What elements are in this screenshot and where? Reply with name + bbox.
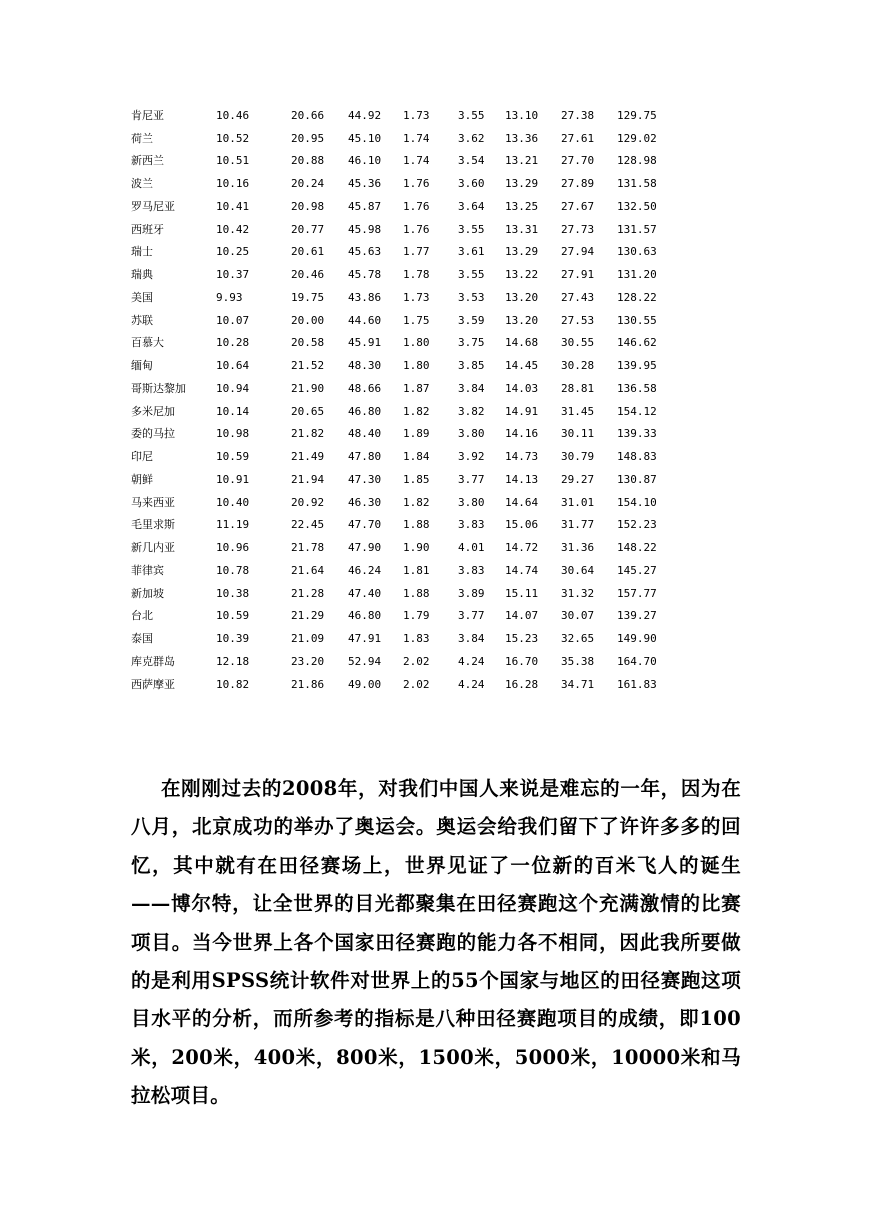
record-value: 45.36 [348, 177, 382, 191]
table-row [131, 559, 731, 582]
record-value: 152.23 [617, 518, 657, 532]
record-value: 10.37 [216, 268, 250, 282]
record-value: 48.66 [348, 381, 382, 395]
record-value: 1.88 [403, 518, 430, 532]
table-row [131, 127, 731, 150]
record-value: 10.51 [216, 154, 250, 168]
record-value: 21.29 [291, 609, 325, 623]
record-value: 1.81 [403, 563, 430, 577]
records-table [131, 104, 731, 696]
table-row [131, 627, 731, 650]
record-value: 3.84 [458, 632, 485, 646]
record-value: 145.27 [617, 563, 657, 577]
record-value: 44.92 [348, 108, 382, 122]
country-name: 多米尼加 [131, 404, 175, 418]
record-value: 10.39 [216, 632, 250, 646]
record-value: 130.55 [617, 313, 657, 327]
record-value: 10.78 [216, 563, 250, 577]
record-value: 1.80 [403, 336, 430, 350]
record-value: 15.11 [505, 586, 539, 600]
record-value: 3.92 [458, 450, 485, 464]
record-value: 10.25 [216, 245, 250, 259]
record-value: 27.94 [561, 245, 595, 259]
record-value: 1.73 [403, 290, 430, 304]
record-value: 19.75 [291, 290, 325, 304]
record-value: 10.59 [216, 450, 250, 464]
record-value: 20.77 [291, 222, 325, 236]
record-value: 3.80 [458, 427, 485, 441]
record-value: 3.55 [458, 222, 485, 236]
record-value: 1.76 [403, 199, 430, 213]
record-value: 1.78 [403, 268, 430, 282]
country-name: 肯尼亚 [131, 108, 164, 122]
table-row [131, 514, 731, 537]
record-value: 14.73 [505, 450, 539, 464]
country-name: 缅甸 [131, 359, 153, 373]
record-value: 136.58 [617, 381, 657, 395]
record-value: 1.79 [403, 609, 430, 623]
record-value: 52.94 [348, 654, 382, 668]
record-value: 131.57 [617, 222, 657, 236]
record-value: 27.67 [561, 199, 595, 213]
table-row [131, 491, 731, 514]
record-value: 21.86 [291, 677, 325, 691]
table-row [131, 605, 731, 628]
table-row [131, 650, 731, 673]
record-value: 2.02 [403, 654, 430, 668]
record-value: 14.64 [505, 495, 539, 509]
record-value: 20.46 [291, 268, 325, 282]
record-value: 31.45 [561, 404, 595, 418]
table-row [131, 445, 731, 468]
record-value: 3.77 [458, 609, 485, 623]
record-value: 46.24 [348, 563, 382, 577]
country-name: 毛里求斯 [131, 518, 175, 532]
country-name: 荷兰 [131, 131, 153, 145]
record-value: 129.75 [617, 108, 657, 122]
record-value: 30.28 [561, 359, 595, 373]
record-value: 45.91 [348, 336, 382, 350]
record-value: 21.94 [291, 472, 325, 486]
record-value: 47.90 [348, 541, 382, 555]
record-value: 15.23 [505, 632, 539, 646]
record-value: 146.62 [617, 336, 657, 350]
record-value: 14.13 [505, 472, 539, 486]
record-value: 27.43 [561, 290, 595, 304]
record-value: 1.82 [403, 404, 430, 418]
record-value: 14.07 [505, 609, 539, 623]
record-value: 34.71 [561, 677, 595, 691]
record-value: 43.86 [348, 290, 382, 304]
record-value: 10.41 [216, 199, 250, 213]
record-value: 131.20 [617, 268, 657, 282]
country-name: 库克群岛 [131, 654, 175, 668]
record-value: 28.81 [561, 381, 595, 395]
record-value: 20.65 [291, 404, 325, 418]
country-name: 苏联 [131, 313, 153, 327]
record-value: 10.94 [216, 381, 250, 395]
record-value: 14.03 [505, 381, 539, 395]
record-value: 3.84 [458, 381, 485, 395]
record-value: 20.66 [291, 108, 325, 122]
record-value: 20.92 [291, 495, 325, 509]
record-value: 3.61 [458, 245, 485, 259]
record-value: 1.80 [403, 359, 430, 373]
record-value: 27.70 [561, 154, 595, 168]
record-value: 1.88 [403, 586, 430, 600]
record-value: 148.83 [617, 450, 657, 464]
table-row [131, 241, 731, 264]
record-value: 15.06 [505, 518, 539, 532]
record-value: 20.24 [291, 177, 325, 191]
record-value: 149.90 [617, 632, 657, 646]
table-row [131, 673, 731, 696]
record-value: 14.68 [505, 336, 539, 350]
record-value: 10.42 [216, 222, 250, 236]
record-value: 139.95 [617, 359, 657, 373]
record-value: 14.45 [505, 359, 539, 373]
record-value: 130.63 [617, 245, 657, 259]
record-value: 47.80 [348, 450, 382, 464]
record-value: 128.22 [617, 290, 657, 304]
record-value: 45.10 [348, 131, 382, 145]
record-value: 2.02 [403, 677, 430, 691]
record-value: 3.60 [458, 177, 485, 191]
record-value: 13.29 [505, 245, 539, 259]
record-value: 10.59 [216, 609, 250, 623]
record-value: 13.31 [505, 222, 539, 236]
record-value: 31.32 [561, 586, 595, 600]
record-value: 20.98 [291, 199, 325, 213]
record-value: 1.75 [403, 313, 430, 327]
record-value: 21.52 [291, 359, 325, 373]
record-value: 49.00 [348, 677, 382, 691]
record-value: 27.53 [561, 313, 595, 327]
table-row [131, 150, 731, 173]
record-value: 3.54 [458, 154, 485, 168]
record-value: 1.74 [403, 131, 430, 145]
country-name: 美国 [131, 290, 153, 304]
record-value: 30.55 [561, 336, 595, 350]
record-value: 1.73 [403, 108, 430, 122]
record-value: 13.10 [505, 108, 539, 122]
record-value: 13.21 [505, 154, 539, 168]
record-value: 30.07 [561, 609, 595, 623]
record-value: 1.82 [403, 495, 430, 509]
record-value: 44.60 [348, 313, 382, 327]
record-value: 21.82 [291, 427, 325, 441]
country-name: 哥斯达黎加 [131, 381, 186, 395]
country-name: 西班牙 [131, 222, 164, 236]
record-value: 27.38 [561, 108, 595, 122]
table-row [131, 468, 731, 491]
table-row [131, 423, 731, 446]
table-row [131, 263, 731, 286]
table-row [131, 354, 731, 377]
record-value: 13.20 [505, 290, 539, 304]
record-value: 1.90 [403, 541, 430, 555]
record-value: 14.72 [505, 541, 539, 555]
record-value: 1.76 [403, 177, 430, 191]
record-value: 12.18 [216, 654, 250, 668]
record-value: 139.33 [617, 427, 657, 441]
record-value: 3.62 [458, 131, 485, 145]
country-name: 西萨摩亚 [131, 677, 175, 691]
country-name: 新西兰 [131, 154, 164, 168]
record-value: 10.64 [216, 359, 250, 373]
record-value: 10.40 [216, 495, 250, 509]
record-value: 45.98 [348, 222, 382, 236]
record-value: 14.74 [505, 563, 539, 577]
record-value: 45.63 [348, 245, 382, 259]
record-value: 32.65 [561, 632, 595, 646]
record-value: 4.01 [458, 541, 485, 555]
record-value: 21.49 [291, 450, 325, 464]
record-value: 13.22 [505, 268, 539, 282]
record-value: 30.64 [561, 563, 595, 577]
record-value: 23.20 [291, 654, 325, 668]
record-value: 45.87 [348, 199, 382, 213]
country-name: 瑞士 [131, 245, 153, 259]
record-value: 21.90 [291, 381, 325, 395]
record-value: 21.28 [291, 586, 325, 600]
record-value: 1.76 [403, 222, 430, 236]
record-value: 30.11 [561, 427, 595, 441]
record-value: 10.98 [216, 427, 250, 441]
record-value: 13.29 [505, 177, 539, 191]
record-value: 3.83 [458, 518, 485, 532]
record-value: 1.85 [403, 472, 430, 486]
record-value: 11.19 [216, 518, 250, 532]
record-value: 20.61 [291, 245, 325, 259]
record-value: 1.89 [403, 427, 430, 441]
record-value: 4.24 [458, 654, 485, 668]
record-value: 10.38 [216, 586, 250, 600]
record-value: 31.01 [561, 495, 595, 509]
record-value: 139.27 [617, 609, 657, 623]
record-value: 46.80 [348, 609, 382, 623]
record-value: 48.40 [348, 427, 382, 441]
record-value: 46.10 [348, 154, 382, 168]
record-value: 21.09 [291, 632, 325, 646]
record-value: 16.70 [505, 654, 539, 668]
record-value: 3.80 [458, 495, 485, 509]
record-value: 27.89 [561, 177, 595, 191]
record-value: 31.36 [561, 541, 595, 555]
table-row [131, 332, 731, 355]
record-value: 45.78 [348, 268, 382, 282]
country-name: 瑞典 [131, 268, 153, 282]
record-value: 10.28 [216, 336, 250, 350]
record-value: 14.91 [505, 404, 539, 418]
record-value: 3.82 [458, 404, 485, 418]
record-value: 27.61 [561, 131, 595, 145]
table-row [131, 309, 731, 332]
record-value: 27.73 [561, 222, 595, 236]
record-value: 13.20 [505, 313, 539, 327]
table-row [131, 195, 731, 218]
record-value: 10.82 [216, 677, 250, 691]
record-value: 20.88 [291, 154, 325, 168]
record-value: 10.52 [216, 131, 250, 145]
table-row [131, 172, 731, 195]
record-value: 48.30 [348, 359, 382, 373]
record-value: 46.30 [348, 495, 382, 509]
record-value: 3.55 [458, 108, 485, 122]
table-row [131, 286, 731, 309]
record-value: 13.36 [505, 131, 539, 145]
record-value: 161.83 [617, 677, 657, 691]
record-value: 3.77 [458, 472, 485, 486]
table-row [131, 400, 731, 423]
country-name: 印尼 [131, 450, 153, 464]
country-name: 新加坡 [131, 586, 164, 600]
record-value: 132.50 [617, 199, 657, 213]
record-value: 1.74 [403, 154, 430, 168]
country-name: 波兰 [131, 177, 153, 191]
record-value: 3.83 [458, 563, 485, 577]
record-value: 31.77 [561, 518, 595, 532]
record-value: 10.91 [216, 472, 250, 486]
record-value: 3.64 [458, 199, 485, 213]
country-name: 新几内亚 [131, 541, 175, 555]
record-value: 10.16 [216, 177, 250, 191]
record-value: 10.46 [216, 108, 250, 122]
record-value: 27.91 [561, 268, 595, 282]
record-value: 21.64 [291, 563, 325, 577]
record-value: 47.91 [348, 632, 382, 646]
record-value: 1.77 [403, 245, 430, 259]
record-value: 3.75 [458, 336, 485, 350]
record-value: 35.38 [561, 654, 595, 668]
country-name: 朝鲜 [131, 472, 153, 486]
record-value: 1.84 [403, 450, 430, 464]
body-paragraph: 在刚刚过去的2008年，对我们中国人来说是难忘的一年，因为在八月，北京成功的举办了奥运会。奥运会给我们留下了许许多多的回忆，其中就有在田径赛场上，世界见证了一位新的百米飞人的诞生——博尔特，让全世界的目光都聚集在田径赛跑这个充满激情的比赛项目。当今世界上各个国家田径赛跑的能力各不相同，因此我所要做的是利用SPSS统计软件对世界上的55个国家与地区的田径赛跑这项目水平的分析，而所参考的指标是八种田径赛跑项目的成绩，即100米，200米，400米，800米，1500米，5000米，10000米和马拉松项目。 [131, 777, 741, 1108]
record-value: 154.10 [617, 495, 657, 509]
record-value: 10.96 [216, 541, 250, 555]
record-value: 46.80 [348, 404, 382, 418]
record-value: 29.27 [561, 472, 595, 486]
record-value: 9.93 [216, 290, 243, 304]
record-value: 131.58 [617, 177, 657, 191]
record-value: 30.79 [561, 450, 595, 464]
record-value: 154.12 [617, 404, 657, 418]
record-value: 47.40 [348, 586, 382, 600]
table-row [131, 536, 731, 559]
country-name: 菲律宾 [131, 563, 164, 577]
record-value: 47.70 [348, 518, 382, 532]
table-row [131, 218, 731, 241]
record-value: 14.16 [505, 427, 539, 441]
record-value: 3.59 [458, 313, 485, 327]
country-name: 委的马拉 [131, 427, 175, 441]
record-value: 3.55 [458, 268, 485, 282]
record-value: 3.89 [458, 586, 485, 600]
record-value: 148.22 [617, 541, 657, 555]
country-name: 百慕大 [131, 336, 164, 350]
record-value: 1.87 [403, 381, 430, 395]
country-name: 马来西亚 [131, 495, 175, 509]
table-row [131, 377, 731, 400]
record-value: 1.83 [403, 632, 430, 646]
record-value: 20.00 [291, 313, 325, 327]
record-value: 129.02 [617, 131, 657, 145]
record-value: 22.45 [291, 518, 325, 532]
record-value: 3.53 [458, 290, 485, 304]
record-value: 157.77 [617, 586, 657, 600]
record-value: 20.58 [291, 336, 325, 350]
record-value: 164.70 [617, 654, 657, 668]
country-name: 泰国 [131, 632, 153, 646]
record-value: 47.30 [348, 472, 382, 486]
record-value: 10.14 [216, 404, 250, 418]
country-name: 台北 [131, 609, 153, 623]
record-value: 10.07 [216, 313, 250, 327]
record-value: 3.85 [458, 359, 485, 373]
record-value: 128.98 [617, 154, 657, 168]
table-row [131, 582, 731, 605]
country-name: 罗马尼亚 [131, 199, 175, 213]
record-value: 20.95 [291, 131, 325, 145]
record-value: 4.24 [458, 677, 485, 691]
record-value: 130.87 [617, 472, 657, 486]
table-row [131, 104, 731, 127]
record-value: 13.25 [505, 199, 539, 213]
record-value: 16.28 [505, 677, 539, 691]
record-value: 21.78 [291, 541, 325, 555]
